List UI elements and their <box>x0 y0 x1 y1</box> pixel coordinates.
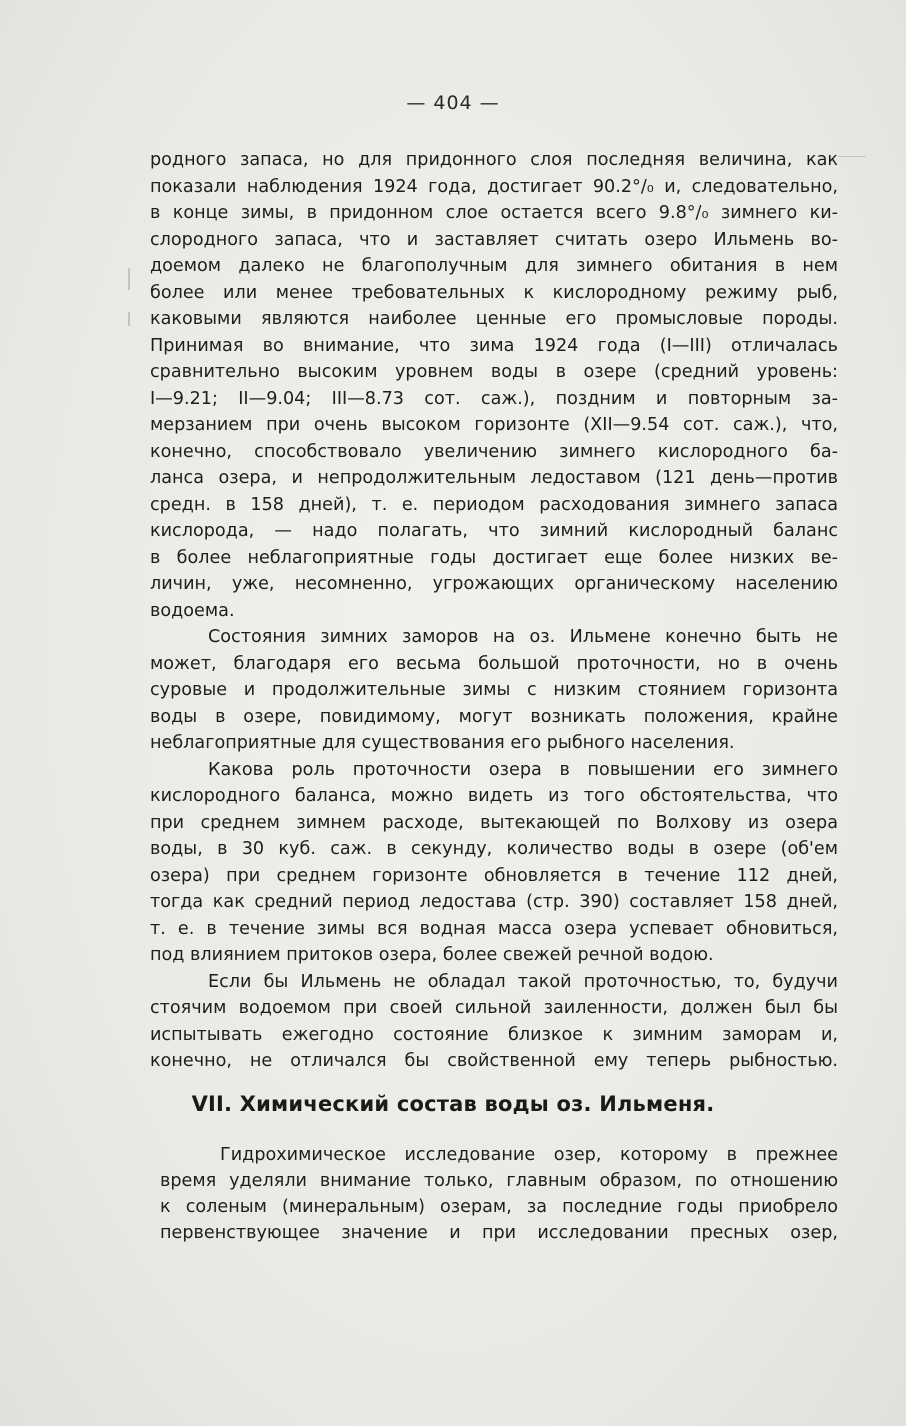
paragraph <box>150 624 838 757</box>
text-line: Если бы Ильмень не обладал такой проточностью, то, будучи <box>208 971 838 992</box>
text-line: Гидрохимическое исследование озер, которому в прежнее <box>220 1145 838 1165</box>
text-line: более или менее требовательных к кислородному режиму рыб, <box>150 282 838 303</box>
text-line: Принимая во внимание, что зима 1924 года (I—III) отличалась <box>150 335 838 356</box>
paragraph <box>150 757 838 969</box>
text-line: кислорода, — надо полагать, что зимний кислородный баланс <box>150 521 838 541</box>
text-line: водоема. <box>150 600 235 621</box>
scan-mark <box>128 312 130 326</box>
text-line: Какова роль проточности озера в повышении его зимнего <box>208 759 838 780</box>
paragraph <box>150 969 838 1075</box>
text-line: сравнительно высоким уровнем воды в озере (средний уровень: <box>150 362 838 382</box>
text-line: озера) при среднем горизонте обновляется в течение 112 дней, <box>150 865 838 886</box>
text-line: ланса озера, и непродолжительным ледоставом (121 день—против <box>150 468 838 488</box>
text-line: в более неблагоприятные годы достигает еще более низких ве- <box>150 547 838 568</box>
text-line: I—9.21; II—9.04; III—8.73 сот. саж.), поздним и повторным за- <box>150 388 838 409</box>
scan-mark <box>128 268 130 290</box>
text-line: суровые и продолжительные зимы с низким стоянием горизонта <box>150 680 838 700</box>
text-line: воды в озере, повидимому, могут возникать положения, крайне <box>150 706 838 727</box>
text-line: Состояния зимних заморов на оз. Ильмене конечно быть не <box>208 627 838 647</box>
text-line: неблагоприятные для существования его рыбного населения. <box>150 733 735 753</box>
text-line: средн. в 158 дней), т. е. периодом расходования зимнего запаса <box>150 494 838 515</box>
text-line: под влиянием притоков озера, более свежей речной водою. <box>150 945 714 965</box>
text-line: испытывать ежегодно состояние близкое к зимним заморам и, <box>150 1024 838 1045</box>
text-line: при среднем зимнем расходе, вытекающей по Волхову из озера <box>150 812 838 833</box>
paragraph <box>150 147 838 624</box>
text-line: может, благодаря его весьма большой проточности, но в очень <box>150 653 838 674</box>
text-line: личин, уже, несомненно, угрожающих органическому населению <box>150 574 838 594</box>
text-line: первенствующее значение и при исследовании пресных озер, <box>160 1223 838 1243</box>
text-line: т. е. в течение зимы вся водная масса озера успевает обновиться, <box>150 918 838 939</box>
text-line: мерзанием при очень высоком горизонте (XII—9.54 сот. саж.), что, <box>150 415 838 435</box>
text-line: родного запаса, но для придонного слоя последняя величина, как <box>150 150 838 170</box>
text-line: стоячим водоемом при своей сильной заиленности, должен был бы <box>150 998 838 1018</box>
text-line: кислородного баланса, можно видеть из того обстоятельства, что <box>150 786 838 806</box>
text-line: слородного запаса, что и заставляет считать озеро Ильмень во- <box>150 229 838 250</box>
section-text <box>160 1142 838 1246</box>
text-line: к соленым (минеральным) озерам, за последние годы приобрело <box>160 1197 838 1217</box>
scan-mark <box>838 156 866 157</box>
text-line: доемом далеко не благополучным для зимнего обитания в нем <box>150 256 838 276</box>
text-line: воды, в 30 куб. саж. в секунду, количество воды в озере (об'ем <box>150 839 838 859</box>
text-line: время уделяли внимание только, главным образом, по отношению <box>160 1171 838 1191</box>
page-number: — 404 — <box>406 92 500 114</box>
body-text <box>150 147 838 1075</box>
text-line: в конце зимы, в придонном слое остается всего 9.8°/₀ зимнего ки- <box>150 203 838 223</box>
section-heading: VII. Химический состав воды оз. Ильменя. <box>191 1092 715 1116</box>
text-line: показали наблюдения 1924 года, достигает 90.2°/₀ и, следовательно, <box>150 176 838 197</box>
text-line: конечно, способствовало увеличению зимнего кислородного ба- <box>150 441 838 462</box>
text-line: каковыми являются наиболее ценные его промысловые породы. <box>150 309 838 329</box>
text-line: конечно, не отличался бы свойственной ему теперь рыбностью. <box>150 1051 838 1071</box>
text-line: тогда как средний период ледостава (стр. 390) составляет 158 дней, <box>150 892 838 912</box>
